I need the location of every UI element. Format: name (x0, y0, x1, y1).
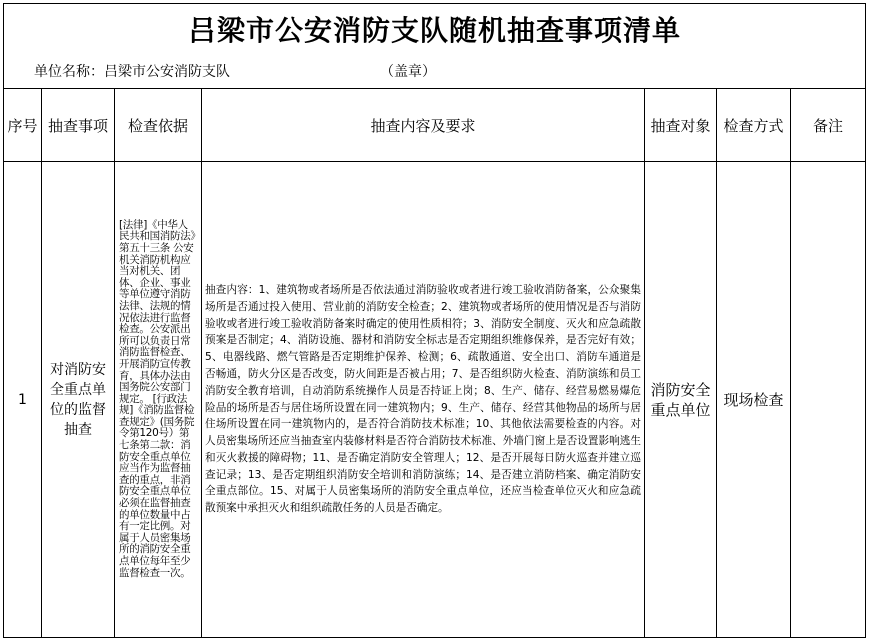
page-title: 吕梁市公安消防支队随机抽查事项清单 (188, 14, 682, 47)
row-basis: [法律]《中华人民共和国消防法》第五十三条 公安机关消防机构应当对机关、团体、企业、事业等单位遵守消防法律、法规的情况依法进行监督检查。公安派出所可以负责日常消防监督检查、开展消防宣传教育，具体办法由国务院公安部门规定。 [行政法规]《消防监督检查规定》(国务院令第120号）第七条第二款：消防安全重点单位应当作为监督抽查的重点，非消防安全重点单位必须在监督抽查的单位数量中占有一定比例。对属于人员密集场所的消防安全重点单位每年至少监督检查一次。 (115, 162, 202, 638)
row-content: 抽查内容：1、建筑物或者场所是否依法通过消防验收或者进行竣工验收消防备案，公众聚集场所是否通过投入使用、营业前的消防安全检查；2、建筑物或者场所的使用情况是否与消防验收或者进行竣工验收消防备案时确定的使用性质相符；3、消防安全制度、灭火和应急疏散预案是否制定；4、消防设施、器材和消防安全标志是否定期组织维修保养，是否完好有效；5、电器线路、燃气管路是否定期维护保养、检测；6、疏散通道、安全出口、消防车通道是否畅通，防火分区是否改变，防火间距是否被占用；7、是否组织防火检查、消防演练和员工消防安全教育培训，自动消防系统操作人员是否持证上岗；8、生产、储存、经营易燃易爆危险品的场所是否与居住场所设置在同一建筑物内；9、生产、储存、经营其他物品的场所与居住场所设置在同一建筑物内的，是否符合消防技术标准；10、其他依法需要检查的内容。对人员密集场所还应当抽查室内装修材料是否符合消防技术标准、外墙门窗上是否设置影响逃生和灭火救援的障碍物；11、是否确定消防安全管理人；12、是否开展每日防火巡查并建立巡查记录；13、是否定期组织消防安全培训和消防演练；14、是否建立消防档案、确定消防安全重点部位。15、对属于人员密集场所的消防安全重点单位，还应当检查单位灭火和应急疏散预案中承担灭火和组织疏散任务的人员是否确定。 (202, 162, 645, 638)
checklist-table (3, 3, 866, 638)
header-content: 抽查内容及要求 (202, 89, 645, 162)
unit-row (4, 54, 866, 89)
header-seq: 序号 (4, 89, 42, 162)
seal-note: （盖章） (380, 64, 436, 80)
header-target: 抽查对象 (645, 89, 717, 162)
row-remark (791, 162, 866, 638)
unit-name: 单位名称：吕梁市公安消防支队 (34, 64, 230, 80)
row-method: 现场检查 (717, 162, 791, 638)
table-row (4, 162, 866, 638)
row-target: 消防安全重点单位 (645, 162, 717, 638)
header-row (4, 89, 866, 162)
row-item: 对消防安全重点单位的监督抽查 (42, 162, 115, 638)
header-basis: 检查依据 (115, 89, 202, 162)
header-remark: 备注 (791, 89, 866, 162)
header-method: 检查方式 (717, 89, 791, 162)
row-seq: 1 (4, 162, 42, 638)
checklist-sheet (3, 3, 865, 638)
header-item: 抽查事项 (42, 89, 115, 162)
title-cell (4, 4, 866, 55)
